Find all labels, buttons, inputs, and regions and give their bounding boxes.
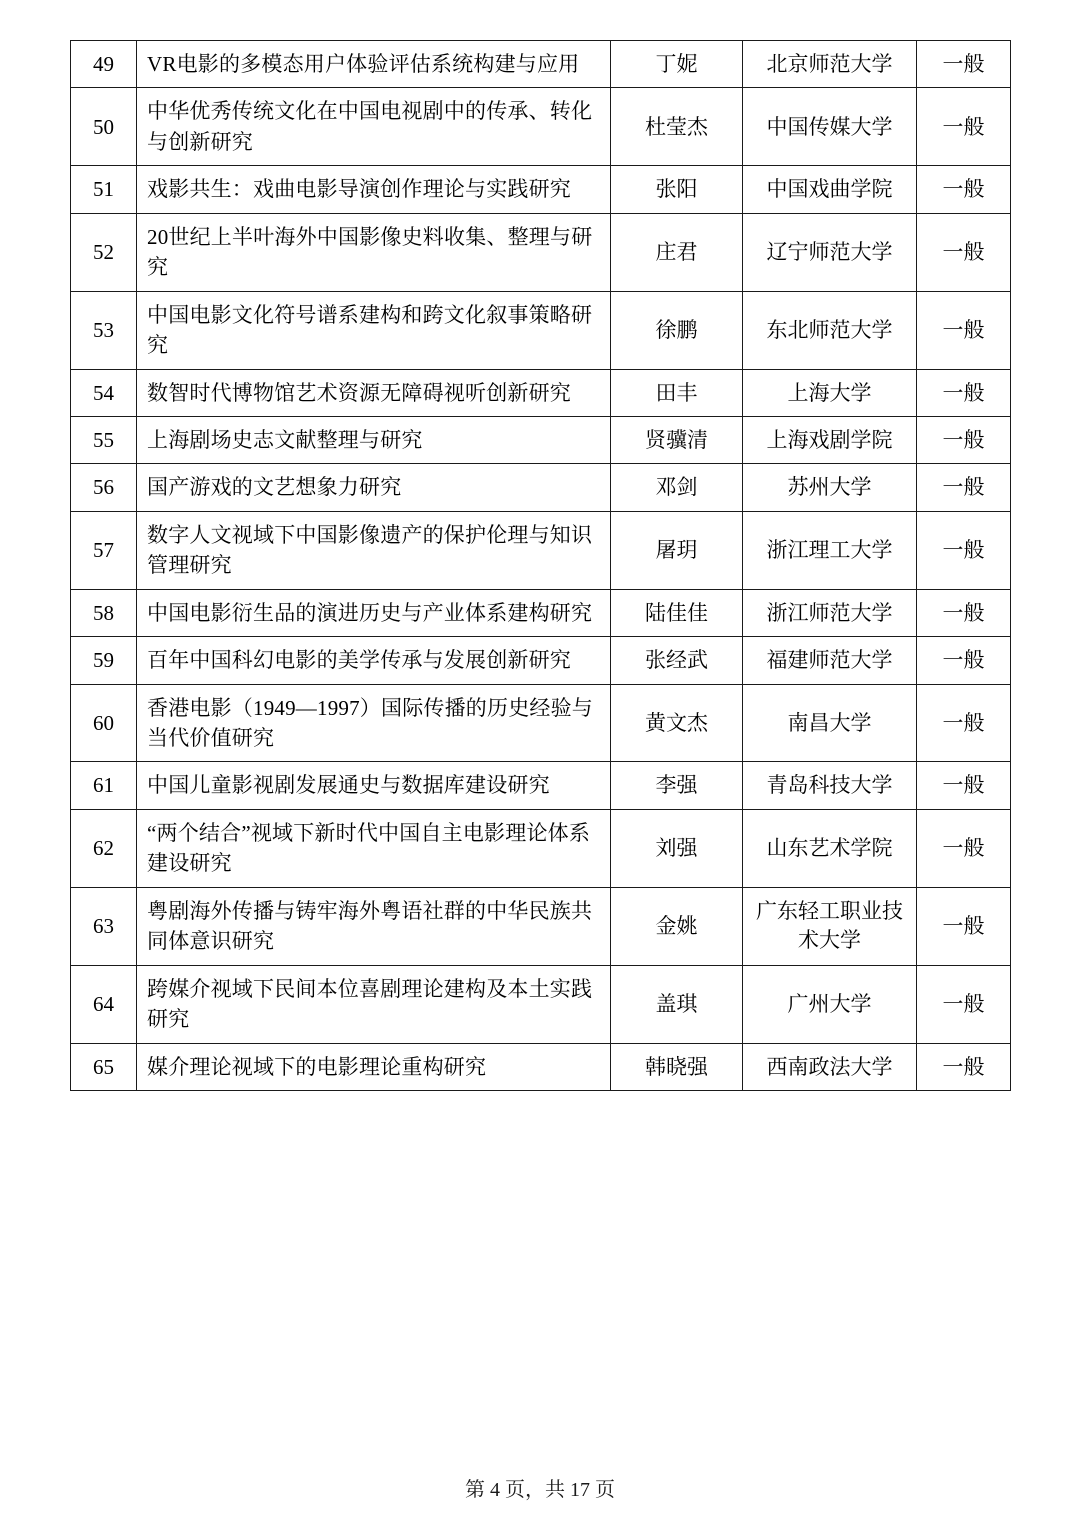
row-title: VR电影的多模态用户体验评估系统构建与应用 (137, 41, 611, 88)
table-row (71, 464, 1011, 511)
row-index: 52 (71, 213, 137, 291)
table-row (71, 1043, 1011, 1090)
row-index: 61 (71, 762, 137, 809)
table-row (71, 369, 1011, 416)
row-title: 中国儿童影视剧发展通史与数据库建设研究 (137, 762, 611, 809)
row-person: 屠玥 (611, 511, 743, 589)
table-row (71, 41, 1011, 88)
row-title: 媒介理论视域下的电影理论重构研究 (137, 1043, 611, 1090)
row-index: 65 (71, 1043, 137, 1090)
row-org: 辽宁师范大学 (743, 213, 917, 291)
row-org: 浙江师范大学 (743, 589, 917, 636)
row-index: 57 (71, 511, 137, 589)
table-row (71, 684, 1011, 762)
row-person: 李强 (611, 762, 743, 809)
row-title: 中华优秀传统文化在中国电视剧中的传承、转化与创新研究 (137, 88, 611, 166)
row-title: 跨媒介视域下民间本位喜剧理论建构及本土实践研究 (137, 965, 611, 1043)
row-type: 一般 (917, 369, 1011, 416)
row-type: 一般 (917, 887, 1011, 965)
row-index: 53 (71, 291, 137, 369)
table-row (71, 166, 1011, 213)
row-title: 中国电影衍生品的演进历史与产业体系建构研究 (137, 589, 611, 636)
row-org: 东北师范大学 (743, 291, 917, 369)
row-type: 一般 (917, 809, 1011, 887)
row-type: 一般 (917, 637, 1011, 684)
row-org: 山东艺术学院 (743, 809, 917, 887)
row-index: 58 (71, 589, 137, 636)
row-title: 数字人文视域下中国影像遗产的保护伦理与知识管理研究 (137, 511, 611, 589)
row-person: 贤骥清 (611, 416, 743, 463)
row-type: 一般 (917, 291, 1011, 369)
row-org: 广州大学 (743, 965, 917, 1043)
row-org: 福建师范大学 (743, 637, 917, 684)
row-person: 张经武 (611, 637, 743, 684)
row-person: 邓剑 (611, 464, 743, 511)
table-row (71, 88, 1011, 166)
table-row (71, 965, 1011, 1043)
row-type: 一般 (917, 965, 1011, 1043)
row-index: 64 (71, 965, 137, 1043)
row-index: 54 (71, 369, 137, 416)
row-index: 50 (71, 88, 137, 166)
row-index: 55 (71, 416, 137, 463)
row-type: 一般 (917, 213, 1011, 291)
table-row (71, 589, 1011, 636)
row-index: 56 (71, 464, 137, 511)
row-type: 一般 (917, 416, 1011, 463)
row-org: 苏州大学 (743, 464, 917, 511)
project-list-table (70, 40, 1011, 1091)
row-person: 陆佳佳 (611, 589, 743, 636)
row-title: 20世纪上半叶海外中国影像史料收集、整理与研究 (137, 213, 611, 291)
row-title: 粤剧海外传播与铸牢海外粤语社群的中华民族共同体意识研究 (137, 887, 611, 965)
row-type: 一般 (917, 589, 1011, 636)
row-type: 一般 (917, 41, 1011, 88)
row-title: 戏影共生：戏曲电影导演创作理论与实践研究 (137, 166, 611, 213)
row-person: 张阳 (611, 166, 743, 213)
table-row (71, 809, 1011, 887)
row-org: 上海大学 (743, 369, 917, 416)
row-person: 黄文杰 (611, 684, 743, 762)
row-type: 一般 (917, 1043, 1011, 1090)
row-org: 中国传媒大学 (743, 88, 917, 166)
table-row (71, 291, 1011, 369)
row-title: 百年中国科幻电影的美学传承与发展创新研究 (137, 637, 611, 684)
row-type: 一般 (917, 166, 1011, 213)
row-index: 49 (71, 41, 137, 88)
row-title: 上海剧场史志文献整理与研究 (137, 416, 611, 463)
row-title: 数智时代博物馆艺术资源无障碍视听创新研究 (137, 369, 611, 416)
row-index: 63 (71, 887, 137, 965)
row-type: 一般 (917, 684, 1011, 762)
table-row (71, 213, 1011, 291)
row-index: 51 (71, 166, 137, 213)
table-row (71, 416, 1011, 463)
row-org: 北京师范大学 (743, 41, 917, 88)
row-org: 西南政法大学 (743, 1043, 917, 1090)
row-title: 香港电影（1949—1997）国际传播的历史经验与当代价值研究 (137, 684, 611, 762)
table-row (71, 887, 1011, 965)
row-index: 60 (71, 684, 137, 762)
table-row (71, 762, 1011, 809)
row-person: 田丰 (611, 369, 743, 416)
row-org: 浙江理工大学 (743, 511, 917, 589)
row-title: 中国电影文化符号谱系建构和跨文化叙事策略研究 (137, 291, 611, 369)
row-type: 一般 (917, 762, 1011, 809)
row-org: 青岛科技大学 (743, 762, 917, 809)
page-footer: 第 4 页，共 17 页 (465, 1479, 615, 1501)
row-org: 中国戏曲学院 (743, 166, 917, 213)
row-person: 盖琪 (611, 965, 743, 1043)
row-person: 杜莹杰 (611, 88, 743, 166)
row-person: 庄君 (611, 213, 743, 291)
row-person: 韩晓强 (611, 1043, 743, 1090)
row-person: 金姚 (611, 887, 743, 965)
row-title: 国产游戏的文艺想象力研究 (137, 464, 611, 511)
row-index: 62 (71, 809, 137, 887)
row-org: 南昌大学 (743, 684, 917, 762)
row-org: 广东轻工职业技术大学 (743, 887, 917, 965)
row-title: “两个结合”视域下新时代中国自主电影理论体系建设研究 (137, 809, 611, 887)
row-person: 丁妮 (611, 41, 743, 88)
table-row (71, 637, 1011, 684)
row-type: 一般 (917, 88, 1011, 166)
row-type: 一般 (917, 464, 1011, 511)
row-type: 一般 (917, 511, 1011, 589)
row-index: 59 (71, 637, 137, 684)
table-row (71, 511, 1011, 589)
row-org: 上海戏剧学院 (743, 416, 917, 463)
row-person: 刘强 (611, 809, 743, 887)
row-person: 徐鹏 (611, 291, 743, 369)
table-body (71, 41, 1011, 1091)
